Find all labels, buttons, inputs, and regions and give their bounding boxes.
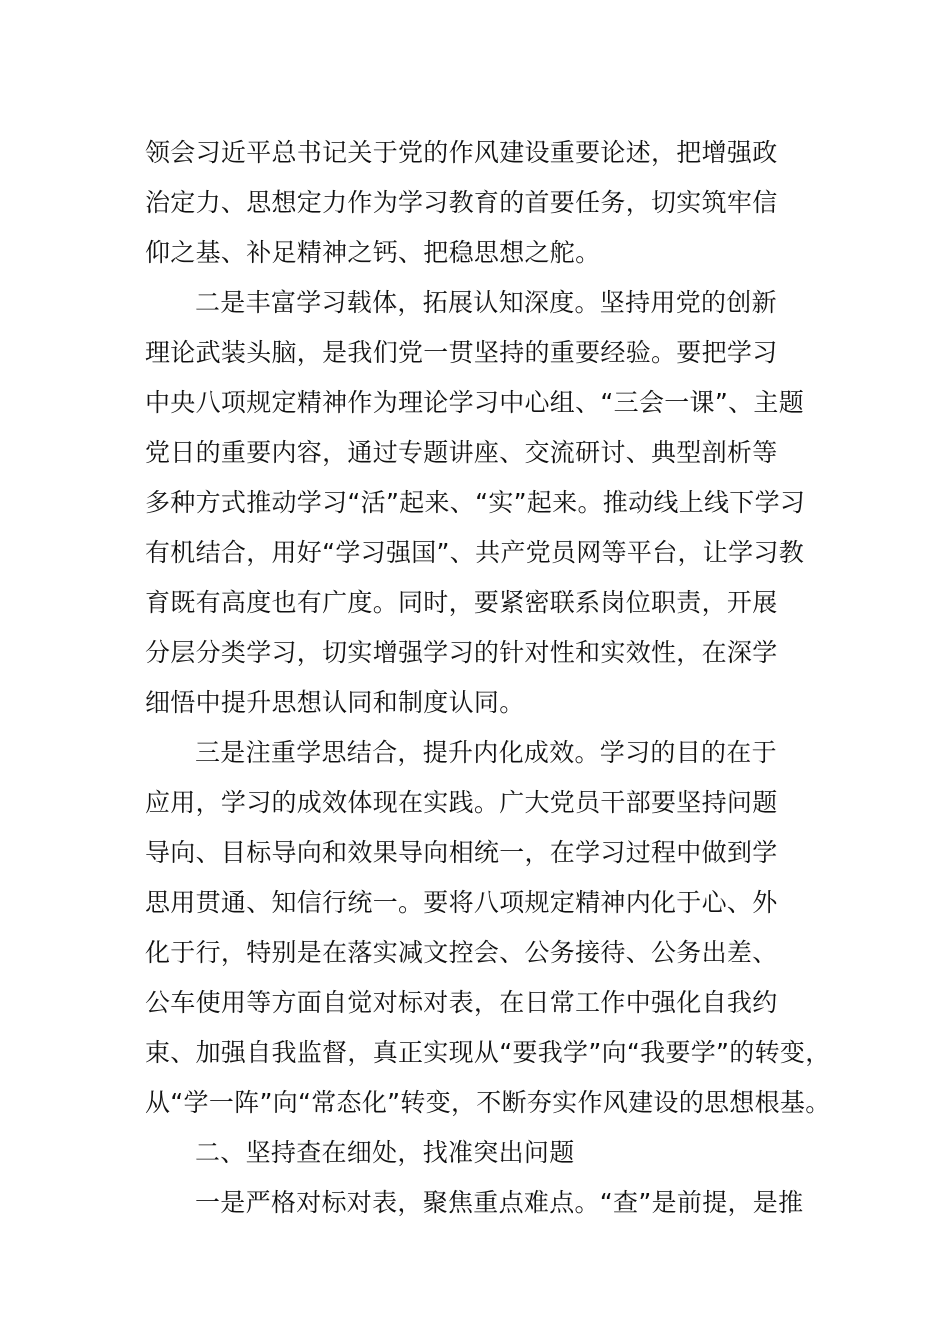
text-line: 从“学一阵”向“常态化”转变，不断夯实作风建设的思想根基。 bbox=[145, 1088, 831, 1117]
section-heading: 二、坚持查在细处，找准突出问题 bbox=[195, 1138, 575, 1167]
body-text bbox=[145, 128, 835, 1228]
text-line: 理论武装头脑，是我们党一贯坚持的重要经验。要把学习 bbox=[145, 338, 778, 367]
text-line: 公车使用等方面自觉对标对表，在日常工作中强化自我约 bbox=[145, 988, 778, 1017]
text-line: 党日的重要内容，通过专题讲座、交流研讨、典型剖析等 bbox=[145, 438, 778, 467]
text-line: 多种方式推动学习“活”起来、“实”起来。推动线上线下学习 bbox=[145, 488, 806, 517]
text-line: 治定力、思想定力作为学习教育的首要任务，切实筑牢信 bbox=[145, 188, 778, 217]
paragraph-start-line: 三是注重学思结合，提升内化成效。学习的目的在于 bbox=[195, 738, 777, 767]
text-line: 应用，学习的成效体现在实践。广大党员干部要坚持问题 bbox=[145, 788, 778, 817]
text-line: 导向、目标导向和效果导向相统一，在学习过程中做到学 bbox=[145, 838, 778, 867]
text-line: 束、加强自我监督，真正实现从“要我学”向“我要学”的转变， bbox=[145, 1038, 831, 1067]
text-line: 中央八项规定精神作为理论学习中心组、“三会一课”、主题 bbox=[145, 388, 805, 417]
text-line: 分层分类学习，切实增强学习的针对性和实效性，在深学 bbox=[145, 638, 778, 667]
paragraph-start-line: 二是丰富学习载体，拓展认知深度。坚持用党的创新 bbox=[195, 288, 777, 317]
text-line: 化于行，特别是在落实减文控会、公务接待、公务出差、 bbox=[145, 938, 778, 967]
text-line: 细悟中提升思想认同和制度认同。 bbox=[145, 688, 525, 717]
text-line: 育既有高度也有广度。同时，要紧密联系岗位职责，开展 bbox=[145, 588, 778, 617]
text-line: 思用贯通、知信行统一。要将八项规定精神内化于心、外 bbox=[145, 888, 778, 917]
text-line: 仰之基、补足精神之钙、把稳思想之舵。 bbox=[145, 238, 601, 267]
text-line: 领会习近平总书记关于党的作风建设重要论述，把增强政 bbox=[145, 138, 778, 167]
text-line: 有机结合，用好“学习强国”、共产党员网等平台，让学习教 bbox=[145, 538, 805, 567]
paragraph-start-line: 一是严格对标对表，聚焦重点难点。“查”是前提，是推 bbox=[195, 1188, 804, 1217]
